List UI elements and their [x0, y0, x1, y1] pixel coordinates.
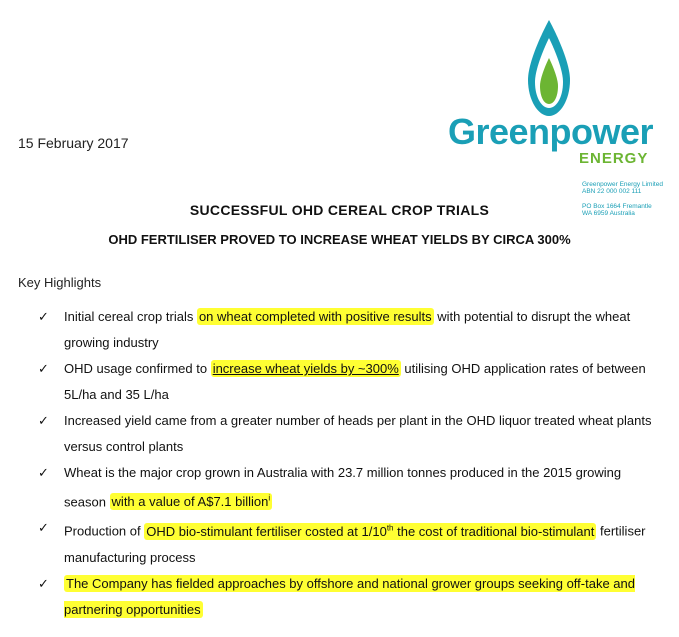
list-item [36, 460, 656, 515]
document-title: SUCCESSFUL OHD CEREAL CROP TRIALS [189, 202, 490, 218]
highlighted-text-main: OHD bio-stimulant fertiliser costed at 1/10 [146, 523, 387, 539]
list-item [36, 515, 656, 570]
highlights-list [36, 304, 656, 623]
highlighted-text-main: with a value of A$7.1 billion [111, 494, 269, 510]
check-icon: ✓ [38, 413, 49, 428]
list-item [36, 571, 656, 623]
key-highlights-heading: Key Highlights [18, 275, 102, 290]
check-icon: ✓ [38, 465, 49, 480]
bullet-text: Initial cereal crop trials [64, 309, 197, 324]
check-icon: ✓ [38, 361, 49, 376]
bullet-text: Production of [64, 523, 145, 539]
highlighted-text-tail: the cost of traditional bio-stimulant [393, 523, 595, 539]
highlighted-text: increase wheat yields by ~300% [212, 361, 399, 376]
bullet-text: fertiliser manufacturing process [64, 523, 646, 565]
highlighted-text: on wheat completed with positive results [198, 309, 432, 324]
check-icon: ✓ [38, 575, 49, 591]
address-line: PO Box 1664 Fremantle [582, 203, 652, 210]
highlighted-text [144, 523, 596, 540]
check-icon: ✓ [38, 520, 49, 536]
list-item [36, 304, 656, 356]
address-line: Greenpower Energy Limited [582, 181, 663, 188]
brand-sub: ENERGY [579, 150, 649, 167]
bullet-text: Increased yield came from a greater number of heads per plant in the OHD liquor treated wheat plants versus control plants [64, 413, 652, 454]
document-subtitle: OHD FERTILISER PROVED TO INCREASE WHEAT YIELDS BY CIRCA 300% [108, 232, 571, 247]
bullet-text: utilising OHD application rates of between 5L/ha and 35 L/ha [64, 361, 646, 402]
list-item [36, 408, 656, 460]
list-item [36, 356, 656, 408]
superscript: th [386, 523, 394, 533]
bullet-text: Wheat is the major crop grown in Australia with 23.7 million tonnes produced in the 2015 growing season [64, 465, 622, 510]
bullet-text: with potential to disrupt the wheat growing industry [64, 309, 631, 350]
address-line: ABN 22 000 002 111 [582, 188, 642, 195]
highlighted-text: The Company has fielded approaches by offshore and national grower groups seeking off-take and partnering opportunities [64, 575, 635, 617]
date: 15 February 2017 [18, 135, 129, 151]
drop-logo-icon [524, 18, 574, 118]
address-line: WA 6959 Australia [582, 210, 635, 217]
brand-name: Greenpower [448, 111, 654, 152]
highlighted-text [110, 493, 273, 510]
check-icon: ✓ [38, 309, 49, 324]
footnote-marker: i [268, 494, 271, 503]
bullet-text: OHD usage confirmed to [64, 361, 211, 376]
company-logo [440, 18, 665, 168]
